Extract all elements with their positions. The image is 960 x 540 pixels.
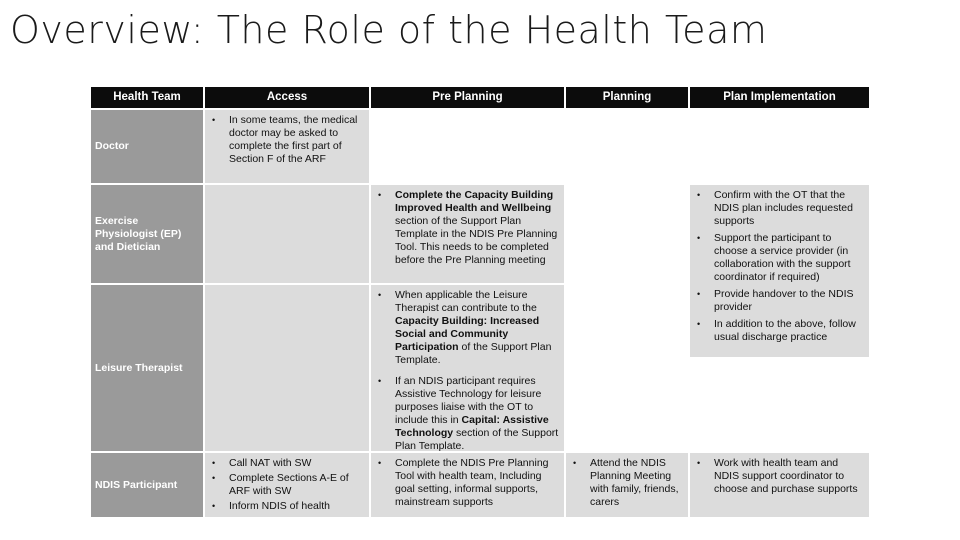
list-item: • Provide handover to the NDIS provider	[694, 288, 865, 314]
bold-term: Capacity Building: Increased Social and Community Participation	[395, 315, 540, 353]
list-item: • In some teams, the medical doctor may be asked to complete the first part of Section F of the ARF	[209, 114, 365, 166]
header-access: Access	[205, 87, 369, 108]
list-item: • Complete the NDIS Pre Planning Tool with health team, Including goal setting, informal supports, mainstream supports	[375, 457, 560, 509]
bold-term: Capacity Building Improved Health and Wellbeing	[395, 189, 554, 214]
text-pre: When applicable the Leisure Therapist can contribute to the	[395, 289, 537, 314]
text-pre: If an NDIS participant requires Assistive Technology for leisure purposes liaise with the OT to include this in	[395, 375, 542, 426]
list-item: • In addition to the above, follow usual discharge practice	[694, 318, 865, 344]
bold-term: Capital: Assistive Technology	[395, 414, 549, 439]
participant-pre-planning-cell	[371, 453, 564, 517]
row-label-leisure-therapist: Leisure Therapist	[91, 285, 203, 451]
participant-implementation-cell	[690, 453, 869, 517]
list-item: • Inform NDIS of health	[209, 500, 365, 513]
header-pre-planning: Pre Planning	[371, 87, 564, 108]
participant-access-cell	[205, 453, 369, 517]
list-item: • Support the participant to choose a service provider (in collaboration with the support coordinator if required)	[694, 232, 865, 284]
health-team-table	[91, 87, 869, 517]
bold-pre: Complete the	[395, 189, 465, 201]
header-plan-implementation: Plan Implementation	[690, 87, 869, 108]
row-label-ep-dietician: Exercise Physiologist (EP) and Dietician	[91, 185, 203, 283]
slide-title: Overview: The Role of the Health Team	[10, 8, 768, 52]
list-item: • Call NAT with SW	[209, 457, 365, 470]
participant-planning-cell	[566, 453, 688, 517]
ep-implementation-cell	[690, 185, 869, 357]
list-item	[375, 189, 560, 267]
row-label-ndis-participant: NDIS Participant	[91, 453, 203, 517]
text-post: section of the Support Plan Template in the NDIS Pre Planning Tool. This needs to be completed before the Pre Planning meeting	[395, 215, 558, 266]
leisure-access-empty	[205, 285, 369, 451]
header-planning: Planning	[566, 87, 688, 108]
list-item: • Attend the NDIS Planning Meeting with family, friends, carers	[570, 457, 684, 509]
header-health-team: Health Team	[91, 87, 203, 108]
doctor-access-cell	[205, 110, 369, 183]
text-post: section of the Support Plan Template.	[395, 427, 559, 452]
list-item: • Confirm with the OT that the NDIS plan includes requested supports	[694, 189, 865, 228]
text-post: of the Support Plan Template.	[395, 341, 552, 366]
row-label-doctor: Doctor	[91, 110, 203, 183]
list-item: • Work with health team and NDIS support coordinator to choose and purchase supports	[694, 457, 865, 496]
ep-access-empty	[205, 185, 369, 283]
ep-pre-planning-cell	[371, 185, 564, 283]
list-item	[375, 289, 560, 367]
leisure-pre-planning-cell	[371, 285, 564, 451]
list-item: • Complete Sections A-E of ARF with SW	[209, 472, 365, 498]
list-item	[375, 375, 560, 453]
